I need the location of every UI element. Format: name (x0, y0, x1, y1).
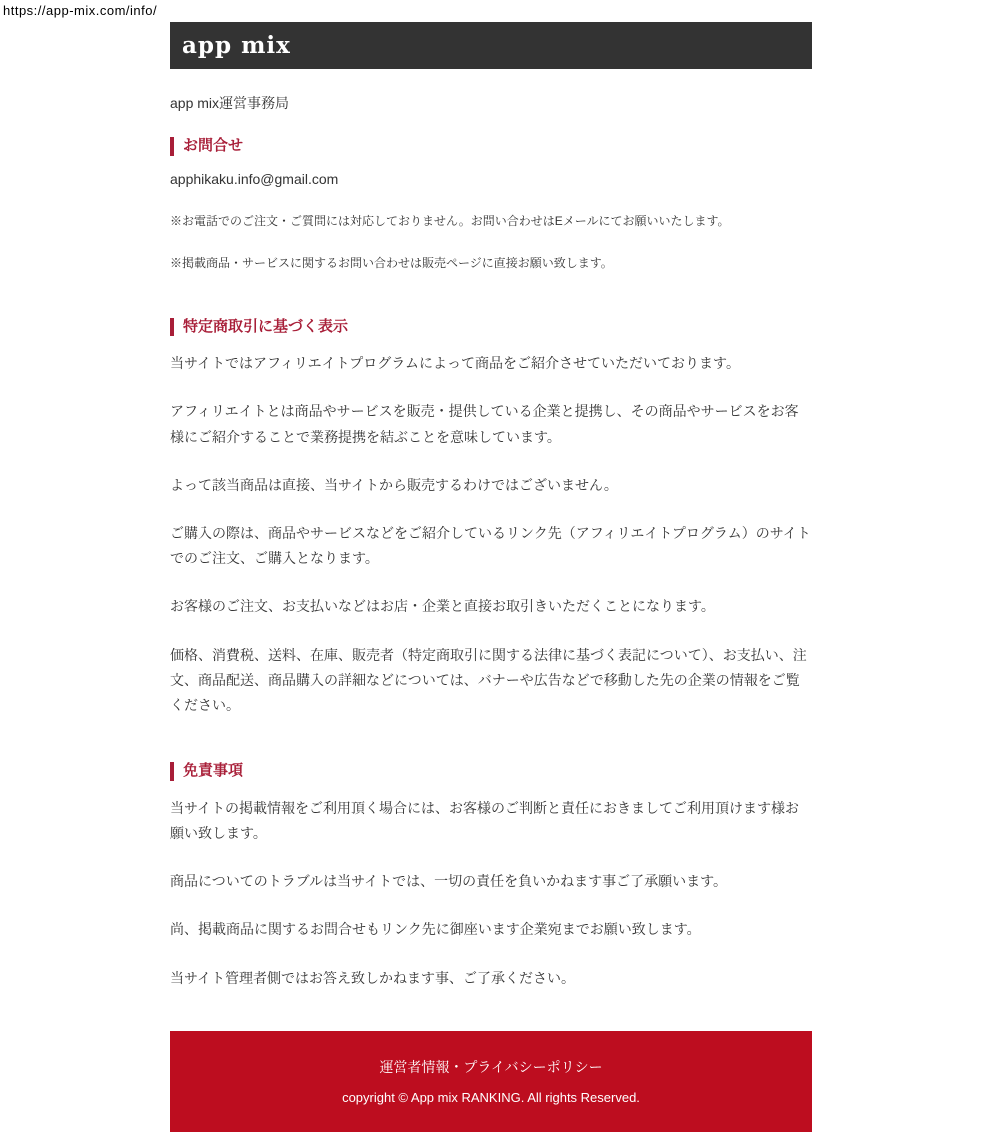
site-header (170, 22, 812, 69)
body-paragraph: お客様のご注文、お支払いなどはお店・企業と直接お取引きいただくことになります。 (170, 598, 715, 615)
page-container (170, 22, 812, 1132)
footer-operator-privacy-link[interactable]: 運営者情報・プライバシーポリシー (379, 1058, 603, 1075)
commercial-transactions-heading: 特定商取引に基づく表示 (170, 318, 812, 337)
body-paragraph: 価格、消費税、送料、在庫、販売者（特定商取引に関する法律に基づく表記について）、お支払い、注文、商品配送、商品購入の詳細などについては、バナーや広告などで移動した先の企業の情報をご覧ください。 (170, 646, 807, 713)
body-paragraph: ご購入の際は、商品やサービスなどをご紹介しているリンク先（アフィリエイトプログラム）のサイトでのご注文、ご購入となります。 (170, 525, 811, 567)
commercial-transactions-section (170, 318, 812, 719)
body-paragraph: 商品についてのトラブルは当サイトでは、一切の責任を負いかねます事ご了承願います。 (170, 873, 728, 890)
body-paragraph: アフィリエイトとは商品やサービスを販売・提供している企業と提携し、その商品やサービスをお客様にご紹介することで業務提携を結ぶことを意味しています。 (170, 403, 799, 445)
contact-heading: お問合せ (170, 137, 812, 156)
copyright-text: copyright © App mix RANKING. All rights Reserved. (342, 1089, 640, 1105)
body-paragraph: 当サイトの掲載情報をご利用頂く場合には、お客様のご判断と責任におきましてご利用頂けます様お願い致します。 (170, 799, 800, 842)
contact-note: ※掲載商品・サービスに関するお問い合わせは販売ページに直接お願い致します。 (170, 256, 613, 271)
browser-url-text: https://app-mix.com/info/ (3, 3, 158, 18)
body-paragraph: 尚、掲載商品に関するお問合せもリンク先に御座います企業宛までお願い致します。 (170, 921, 701, 938)
site-footer (170, 1031, 812, 1132)
contact-section (170, 137, 812, 274)
contact-email: apphikaku.info@gmail.com (170, 170, 339, 187)
contact-note: ※お電話でのご注文・ご質問には対応しておりません。お問い合わせはEメールにてお願いいたします。 (170, 213, 730, 228)
disclaimer-section (170, 762, 812, 991)
body-paragraph: よって該当商品は直接、当サイトから販売するわけではございません。 (170, 476, 618, 493)
site-title: app mix (182, 32, 291, 59)
disclaimer-heading: 免責事項 (170, 762, 812, 781)
operator-line: app mix運営事務局 (170, 95, 290, 111)
body-paragraph: 当サイトではアフィリエイトプログラムによって商品をご紹介させていただいております。 (170, 355, 740, 372)
body-paragraph: 当サイト管理者側ではお答え致しかねます事、ご了承ください。 (170, 969, 576, 986)
